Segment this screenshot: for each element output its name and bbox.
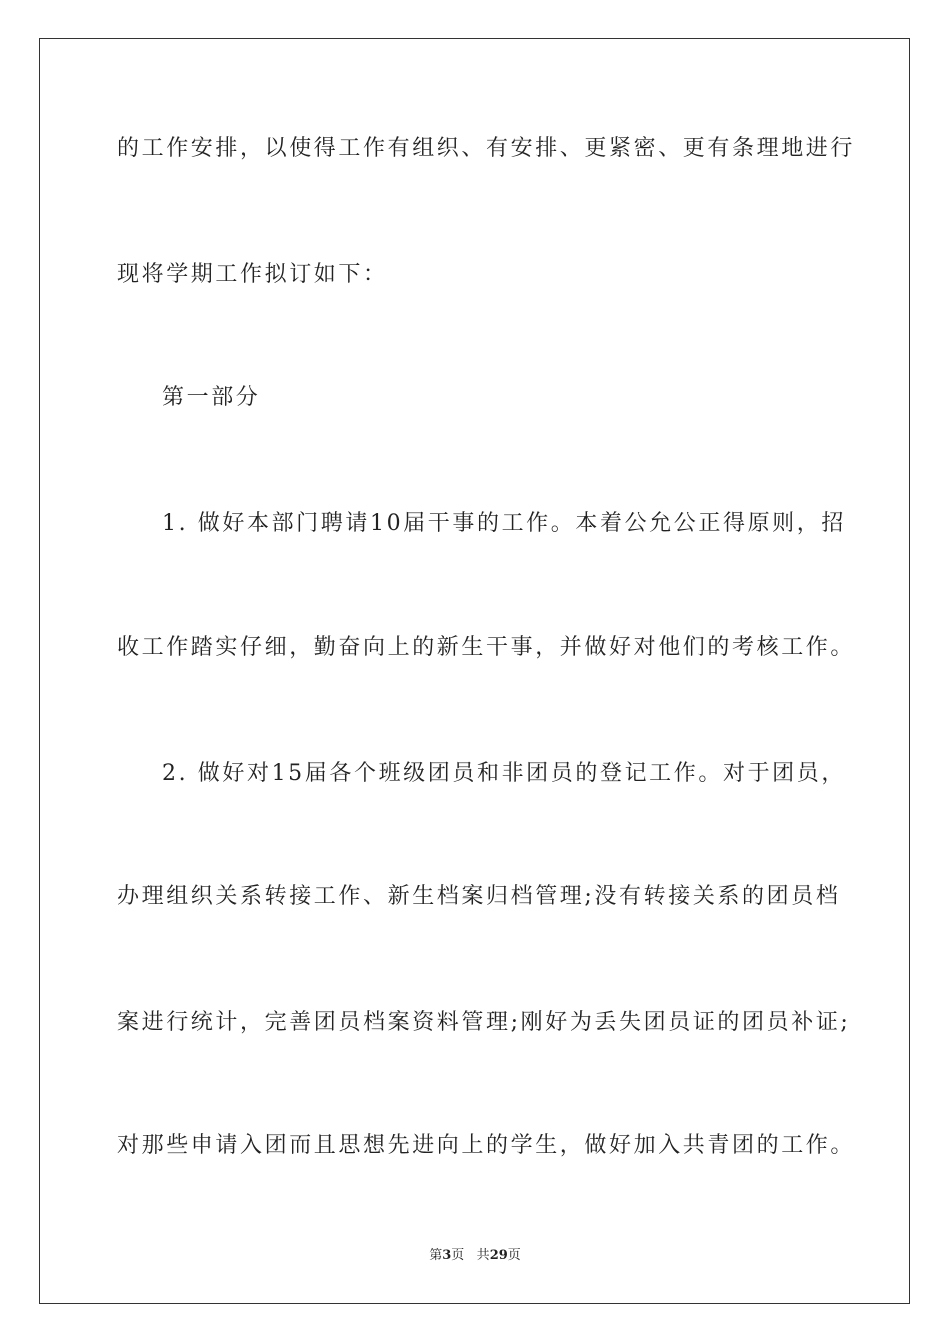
list-item-2-line-2: 办理组织关系转接工作、新生档案归档管理;没有转接关系的团员档	[117, 884, 841, 909]
list-item-1-line-2: 收工作踏实仔细，勤奋向上的新生干事，并做好对他们的考核工作。	[117, 635, 856, 660]
page-footer	[0, 1246, 950, 1266]
page-suffix: 页	[451, 1248, 465, 1263]
total-suffix: 页	[507, 1248, 521, 1263]
list-item-2-line-3: 案进行统计，完善团员档案资料管理;刚好为丢失团员证的团员补证;	[117, 1010, 851, 1035]
page-number: 3	[442, 1248, 452, 1263]
list-item-2-line-4: 对那些申请入团而且思想先进向上的学生，做好加入共青团的工作。	[117, 1133, 856, 1158]
total-prefix: 共	[476, 1248, 490, 1263]
paragraph-line-1: 的工作安排，以使得工作有组织、有安排、更紧密、更有条理地进行	[117, 136, 856, 161]
page-border	[39, 38, 910, 1304]
section-heading: 第一部分	[162, 385, 261, 410]
page-prefix: 第	[429, 1248, 443, 1263]
total-pages: 29	[489, 1248, 508, 1263]
list-item-2-line-1: 2. 做好对15届各个班级团员和非团员的登记工作。对于团员，	[162, 761, 846, 786]
list-item-1-line-1: 1. 做好本部门聘请10届干事的工作。本着公允公正得原则，招	[162, 511, 846, 536]
paragraph-line-2: 现将学期工作拟订如下：	[117, 262, 388, 287]
